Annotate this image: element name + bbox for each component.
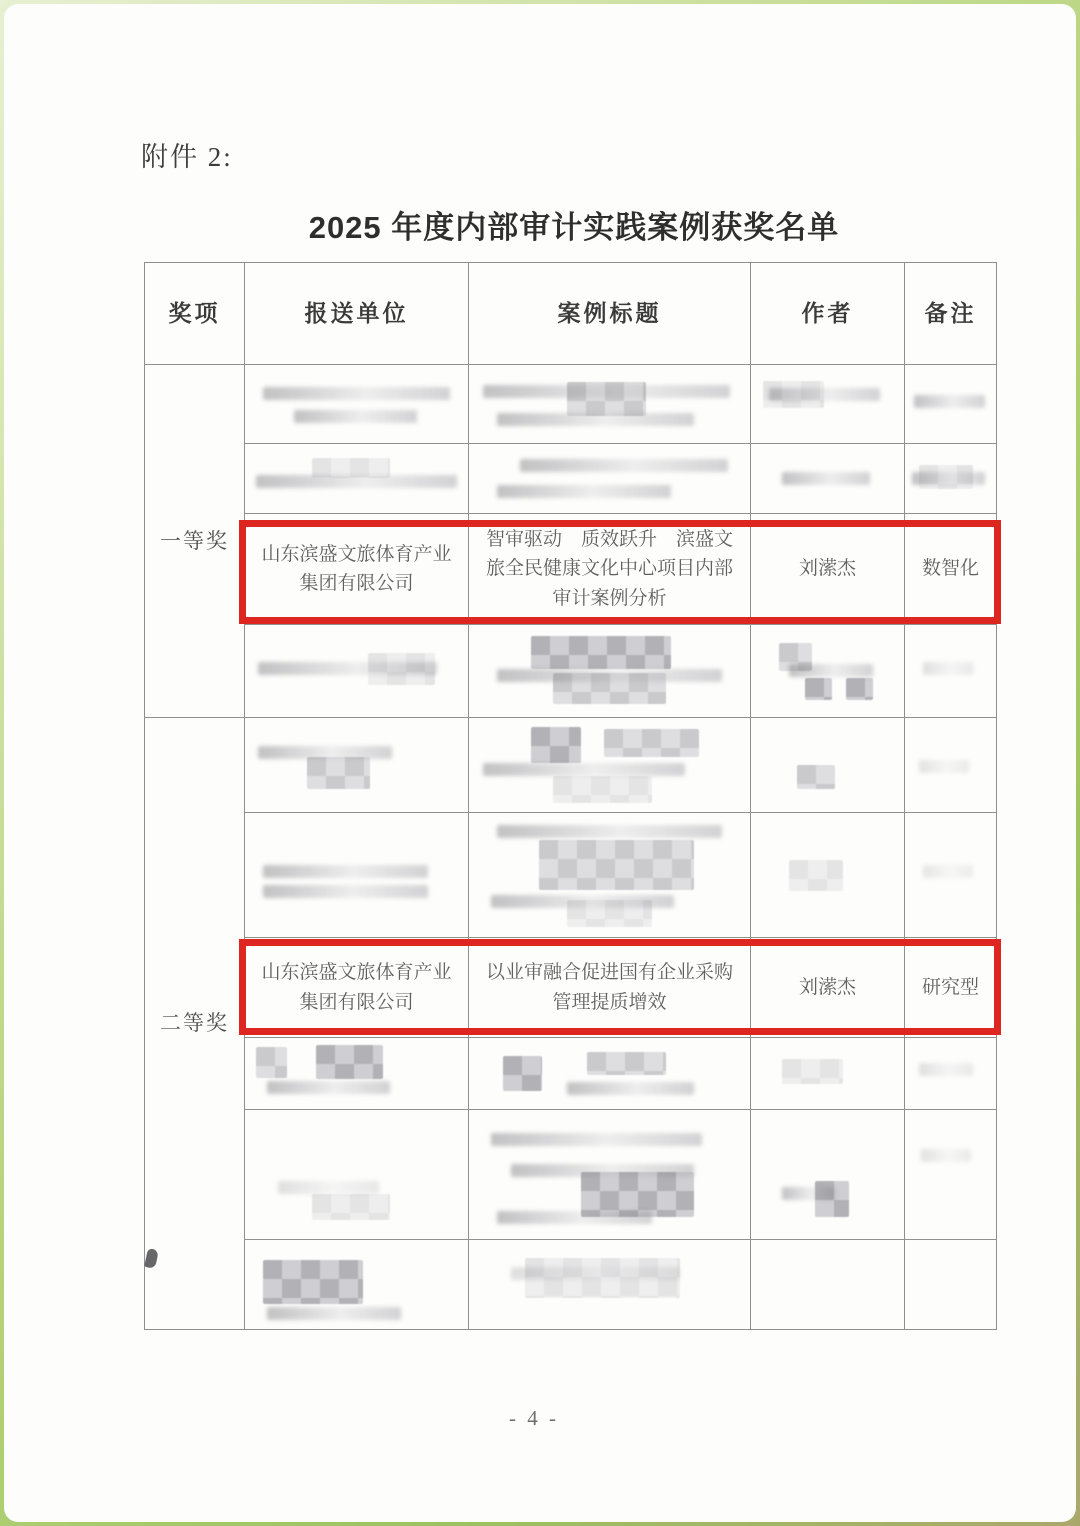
winner-unit: 山东滨盛文旅体育产业集团有限公司 xyxy=(245,514,469,625)
mosaic-redaction xyxy=(307,757,369,789)
redacted-cell xyxy=(751,718,905,813)
redacted-cell xyxy=(751,1240,905,1330)
mosaic-redaction xyxy=(263,865,428,878)
winner-note: 数智化 xyxy=(905,514,997,625)
mosaic-redaction xyxy=(782,1187,836,1200)
mosaic-redaction xyxy=(923,662,973,675)
redacted-cell xyxy=(469,813,751,938)
mosaic-redaction xyxy=(278,1181,378,1194)
redacted-cell xyxy=(245,813,469,938)
header-author: 作者 xyxy=(751,263,905,365)
award-first-prize: 一等奖 xyxy=(145,365,245,718)
mosaic-redaction xyxy=(263,1260,363,1305)
document-page xyxy=(4,4,1076,1522)
winner-case-title: 智审驱动 质效跃升 滨盛文旅全民健康文化中心项目内部审计案例分析 xyxy=(469,514,751,625)
redacted-cell xyxy=(751,625,905,718)
mosaic-redaction xyxy=(511,1267,680,1280)
header-award: 奖项 xyxy=(145,263,245,365)
redacted-cell xyxy=(245,365,469,444)
mosaic-redaction xyxy=(531,636,672,669)
awards-table xyxy=(144,262,997,1330)
redacted-cell xyxy=(469,365,751,444)
header-case-title: 案例标题 xyxy=(469,263,751,365)
winner-author: 刘潆杰 xyxy=(751,514,905,625)
redacted-cell xyxy=(905,1110,997,1240)
redacted-cell xyxy=(905,365,997,444)
mosaic-redaction xyxy=(294,410,417,423)
mosaic-redaction xyxy=(491,1133,702,1146)
redacted-cell xyxy=(751,365,905,444)
redacted-cell xyxy=(245,1240,469,1330)
mosaic-redaction xyxy=(497,669,722,682)
redacted-cell xyxy=(905,813,997,938)
mosaic-redaction xyxy=(312,458,390,479)
mosaic-redaction xyxy=(921,1149,971,1162)
header-unit: 报送单位 xyxy=(245,263,469,365)
mosaic-redaction xyxy=(312,1194,390,1220)
mosaic-redaction xyxy=(763,381,824,408)
winner-note: 研究型 xyxy=(905,938,997,1038)
mosaic-redaction xyxy=(604,729,700,757)
winner-author: 刘潆杰 xyxy=(751,938,905,1038)
winner-case-title: 以业审融合促进国有企业采购管理提质增效 xyxy=(469,938,751,1038)
mosaic-redaction xyxy=(483,763,685,776)
mosaic-redaction xyxy=(919,1063,974,1076)
redacted-cell xyxy=(905,1240,997,1330)
mosaic-redaction xyxy=(914,395,985,408)
mosaic-redaction xyxy=(497,413,694,426)
redacted-cell xyxy=(751,813,905,938)
redacted-cell xyxy=(751,1110,905,1240)
redacted-cell xyxy=(469,1110,751,1240)
redacted-cell xyxy=(751,1038,905,1110)
mosaic-redaction xyxy=(520,459,728,472)
mosaic-redaction xyxy=(567,382,646,416)
mosaic-redaction xyxy=(567,1082,693,1095)
redacted-cell xyxy=(905,625,997,718)
mosaic-redaction xyxy=(805,678,833,700)
redacted-cell xyxy=(469,1240,751,1330)
mosaic-redaction xyxy=(497,1211,652,1224)
header-note: 备注 xyxy=(905,263,997,365)
redacted-cell xyxy=(469,718,751,813)
mosaic-redaction xyxy=(497,825,722,838)
mosaic-redaction xyxy=(782,1059,843,1084)
mosaic-redaction xyxy=(919,760,969,773)
mosaic-redaction xyxy=(846,678,874,700)
redacted-cell xyxy=(245,1038,469,1110)
mosaic-redaction xyxy=(789,860,843,891)
redacted-cell xyxy=(905,444,997,514)
mosaic-redaction xyxy=(553,776,651,802)
redacted-cell xyxy=(245,625,469,718)
page-number: - 4 - xyxy=(509,1406,559,1430)
mosaic-redaction xyxy=(316,1045,383,1079)
attachment-label: 附件 2: xyxy=(141,142,233,172)
mosaic-redaction xyxy=(267,1081,390,1094)
mosaic-redaction xyxy=(256,1047,287,1079)
redacted-cell xyxy=(469,444,751,514)
mosaic-redaction xyxy=(263,885,428,898)
mosaic-redaction xyxy=(923,865,973,878)
mosaic-redaction xyxy=(267,1307,401,1320)
mosaic-redaction xyxy=(587,1052,666,1075)
mosaic-redaction xyxy=(919,465,974,489)
redacted-cell xyxy=(245,444,469,514)
mosaic-redaction xyxy=(797,765,835,789)
mosaic-redaction xyxy=(567,900,651,927)
mosaic-redaction xyxy=(497,485,671,498)
winner-unit: 山东滨盛文旅体育产业集团有限公司 xyxy=(245,938,469,1038)
page-title: 2025 年度内部审计实践案例获奖名单 xyxy=(308,210,840,245)
award-second-prize: 二等奖 xyxy=(145,718,245,1330)
redacted-cell xyxy=(751,444,905,514)
mosaic-redaction xyxy=(531,727,582,763)
redacted-cell xyxy=(245,718,469,813)
mosaic-redaction xyxy=(782,472,871,485)
mosaic-redaction xyxy=(503,1056,542,1092)
redacted-cell xyxy=(469,1038,751,1110)
mosaic-redaction xyxy=(789,664,873,677)
mosaic-redaction xyxy=(368,653,435,685)
mosaic-redaction xyxy=(539,840,694,890)
mosaic-redaction xyxy=(263,387,450,400)
redacted-cell xyxy=(469,625,751,718)
redacted-cell xyxy=(905,718,997,813)
redacted-cell xyxy=(245,1110,469,1240)
redacted-cell xyxy=(905,1038,997,1110)
